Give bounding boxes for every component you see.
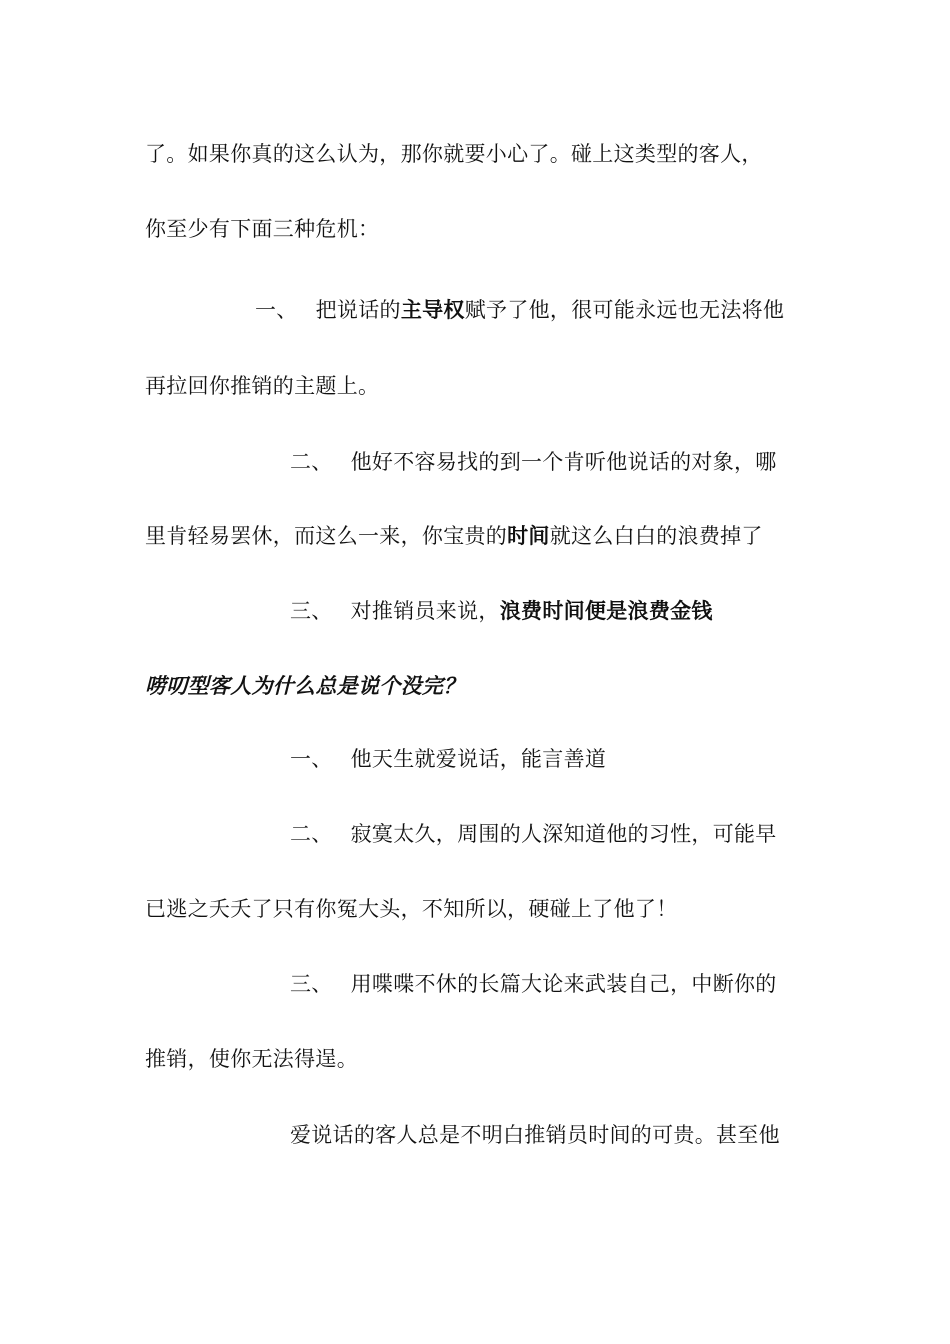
item-text: 对推销员来说， [350,599,500,623]
paragraph-line: 你至少有下面三种危机： [145,217,380,241]
item-text: 他天生就爱说话，能言善道 [350,747,607,771]
list-item-1-continued: 再拉回你推销的主题上。 [145,374,380,398]
item-text: 把说话的 [315,298,401,322]
section-heading: 唠叨型客人为什么总是说个没完？ [145,673,465,698]
item-text: 赋予了他，很可能永远也无法将他 [464,298,785,322]
list-item-1 [255,296,784,324]
bold-text: 浪费时间便是浪费金钱 [499,598,713,623]
closing-paragraph-line: 爱说话的客人总是不明白推销员时间的可贵。甚至他 [290,1123,780,1147]
reason-item-2 [290,820,777,848]
item-text: 就这么白白的浪费掉了 [549,524,763,548]
list-number: 一、 [290,747,333,771]
reason-item-3-continued: 推销，使你无法得逞。 [145,1047,358,1071]
bold-text: 主导权 [400,297,465,322]
item-text: 寂寞太久，周围的人深知道他的习性，可能早 [350,822,777,846]
list-number: 二、 [290,822,333,846]
item-text: 里肯轻易罢休，而这么一来，你宝贵的 [145,524,508,548]
list-number: 三、 [290,972,333,996]
list-item-3 [290,597,713,625]
list-item-2 [290,448,777,476]
paragraph-line: 了。如果你真的这么认为，那你就要小心了。碰上这类型的客人， [145,142,763,166]
bold-text: 时间 [507,523,550,548]
list-item-2-continued [145,522,763,550]
item-text: 他好不容易找的到一个肯听他说话的对象，哪 [350,450,777,474]
list-number: 三、 [290,599,333,623]
item-text: 用喋喋不休的长篇大论来武装自己，中断你的 [350,972,777,996]
reason-item-1 [290,745,606,773]
list-number: 二、 [290,450,333,474]
reason-item-2-continued: 已逃之夭夭了只有你冤大头，不知所以，硬碰上了他了！ [145,897,678,921]
list-number: 一、 [255,298,298,322]
reason-item-3 [290,970,777,998]
